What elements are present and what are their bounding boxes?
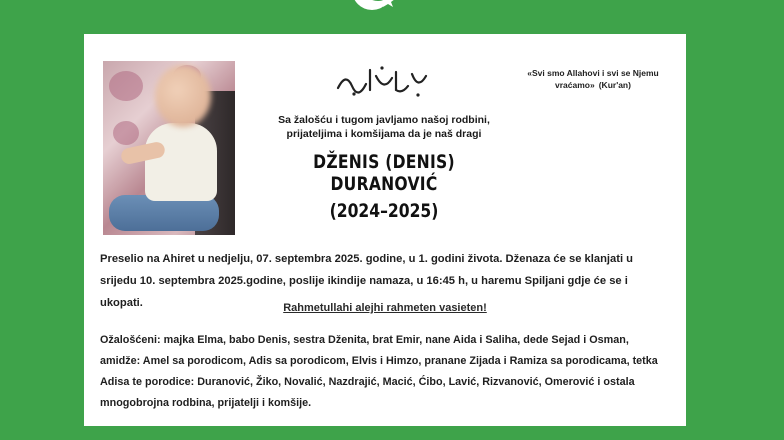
mourners-list: Ožalošćeni: majka Elma, babo Denis, sestra Dženita, brat Emir, nane Aida i Saliha, dede Sejad i Osman, amidže: Amel sa porodicom, Adis sa porodicom, Elvis i Himzo, pranane Zijada i Ramiza sa porodicama, tetka Adisa te porodice: Duranović, Žiko, Novalić, Nazdrajić, Macić, Ćibo, Lavić, Rizvanović, Omerović i ostala mnogobrojna rodbina, prijatelji i komšije.: [100, 334, 658, 409]
death-details: Preselio na Ahiret u nedjelju, 07. septembra 2025. godine, u 1. godini života. Dženaza će se klanjati u srijedu 10. septembra 2025.godine, poslije ikindije namaza, u 16:45 h, u haremu Spiljani gdje će se i ukopati.: [100, 253, 634, 309]
deceased-photo: [103, 61, 235, 235]
quran-quote-text: «Svi smo Allahovi i svi se Njemu vraćamo»: [527, 68, 659, 90]
quran-quote: [518, 67, 668, 91]
obituary-card: [84, 34, 686, 426]
prayer-line: Rahmetullahi alejhi rahmeten vasieten!: [283, 302, 487, 314]
crescent-star-icon: [352, 0, 396, 18]
intro-text: Sa žalošću i tugom javljamo našoj rodbini, prijateljima i komšijama da je naš dragi: [278, 114, 490, 140]
arabic-calligraphy: [332, 62, 432, 100]
quran-reference: (Kur'an): [598, 80, 631, 90]
life-years: (2024–2025): [329, 200, 439, 222]
deceased-name: DŽENIS (DENIS) DURANOVIĆ: [313, 151, 455, 195]
